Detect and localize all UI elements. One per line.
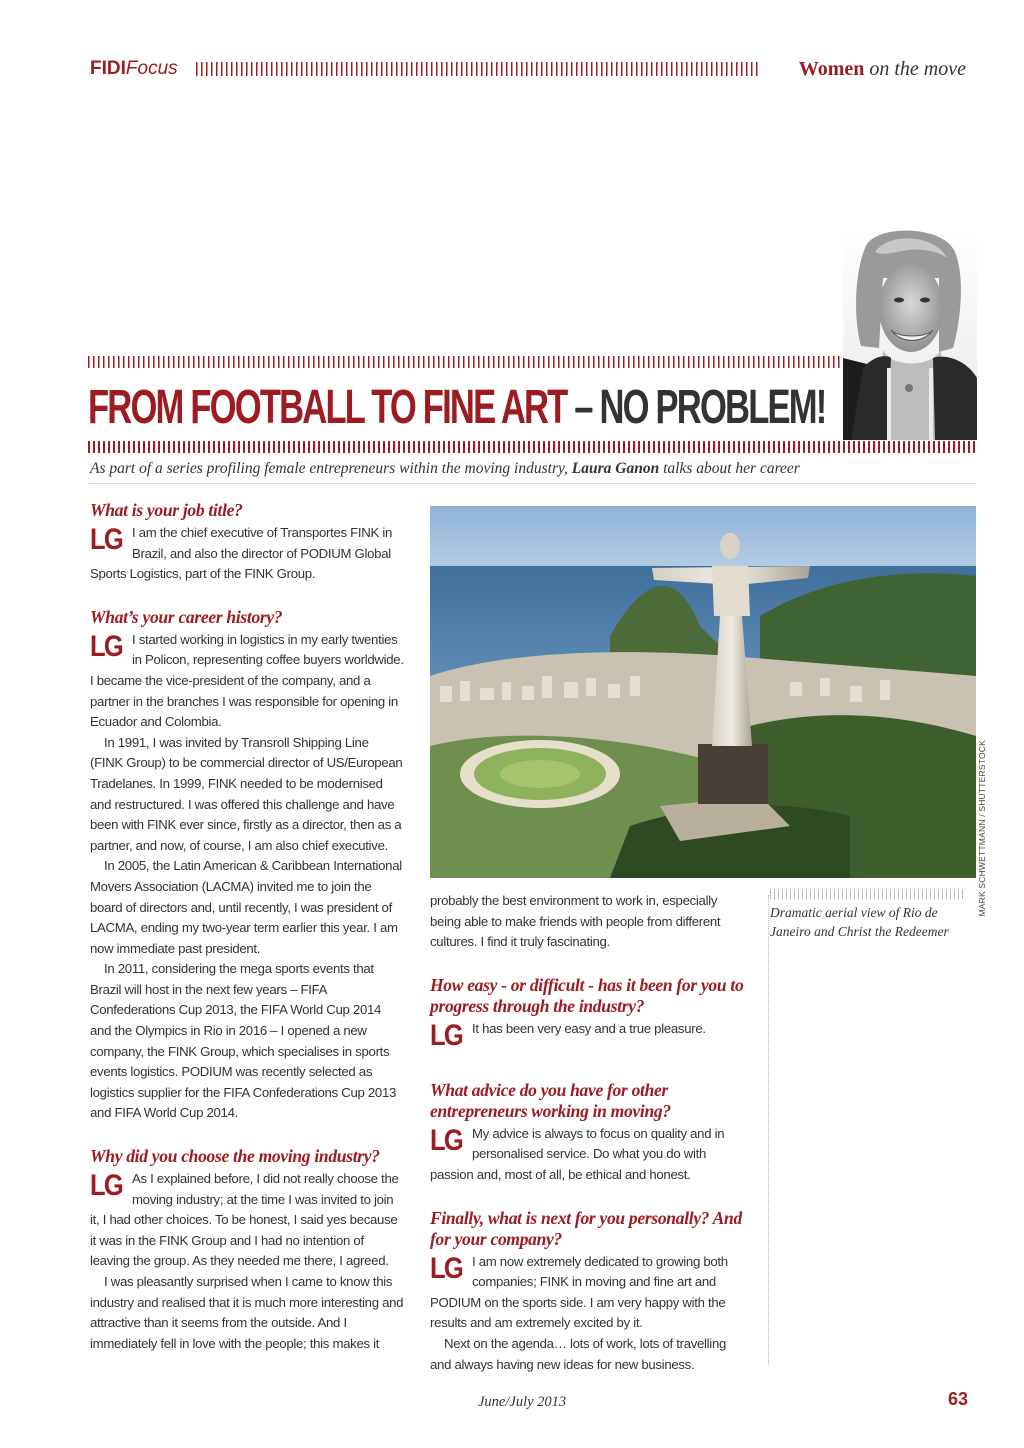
answer-paragraph: I started working in logistics in my early twenties in Policon, representing coffee buyers worldwide. I became the vice-president of the company, and a partner in the branches I was responsible for opening in Ecuador and Colombia. [90,631,404,730]
author-portrait [843,228,977,440]
issue-date: June/July 2013 [478,1394,567,1410]
answer-paragraph: I am the chief executive of Transportes FINK in Brazil, and also the director of PODIUM Global Sports Logistics, part of the FINK Group. [90,525,393,582]
standfirst-divider [90,483,976,484]
standfirst [90,460,800,478]
section-italic: on the move [869,58,966,80]
answer-paragraph: In 1991, I was invited by Transroll Shipping Line (FINK Group) to be commercial director of US/European Tradelanes. In 1999, FINK needed to be modernised and restructured. I was offered this challenge and have been with FINK ever since, firstly as a director, then as a partner, and now, of course, I am also chief executive. [90,734,403,853]
brand-bold: FIDI [90,58,126,79]
initials-drop-cap: LG [430,1018,463,1052]
question: What advice do you have for other entrepreneurs working in moving? [430,1079,671,1121]
initials-drop-cap: LG [430,1251,463,1285]
qa-block [430,975,748,1058]
qa-continuation [430,891,748,953]
standfirst-text: As part of a series profiling female entrepreneurs within the moving industry, [90,460,572,477]
title-top-rule [88,356,840,368]
caption-divider [768,895,769,1365]
question: What’s your career history? [90,606,283,627]
question: Finally, what is next for you personally? And for your company? [430,1207,742,1249]
initials-drop-cap: LG [90,523,123,556]
question: How easy - or difficult - has it been for you to progress through the industry? [430,974,744,1016]
answer-paragraph: It has been very easy and a true pleasure. [472,1020,706,1036]
answer-paragraph: In 2011, considering the mega sports events that Brazil will host in the next few years – FIFA Confederations Cup 2013, the FIFA World Cup 2014 and the Olympics in Rio in 2016 – I opened a new company, the FINK Group, which specialises in sports events logistics. PODIUM was recently selected as logistics supplier for the FIFA Confederations Cup 2013 and FIFA World Cup 2014. [90,961,397,1121]
caption-rule [770,889,966,899]
answer-paragraph: As I explained before, I did not really choose the moving industry; at the time I was invited to join it, I had other choices. To be honest, I said yes because it was in the FINK Group and I had no intention of leaving the group. As they needed me there, I agreed. [90,1171,399,1269]
qa-block [90,1146,404,1354]
question: What is your job title? [90,500,243,520]
rio-aerial-photo [430,506,976,878]
title-bottom-rule [88,441,977,453]
initials-drop-cap: LG [90,1169,123,1203]
question: Why did you choose the moving industry? [90,1146,380,1167]
answer-paragraph: Next on the agenda… lots of work, lots of travelling and always having new ideas for new business. [430,1335,727,1372]
photo-caption: Dramatic aerial view of Rio de Janeiro and Christ the Redeemer [770,905,949,939]
header-tick-rule [196,62,758,76]
standfirst-text-end: talks about her career [659,460,800,477]
qa-block [430,1080,748,1186]
answer-paragraph: In 2005, the Latin American & Caribbean International Movers Association (LACMA) invited me to join the board of directors and, until recently, I was president of LACMA, ending my two-year term earlier this year. I am now immediate past president. [90,858,402,956]
answer-paragraph: I was pleasantly surprised when I came to know this industry and realised that it is much more interesting and attractive than it seems from the outside. And I immediately fell in love with the people; this makes it [90,1274,404,1351]
column-left [90,500,404,1376]
section-title [799,58,966,81]
qa-block [430,1208,748,1376]
title-red: FROM FOOTBALL TO FINE ART [88,381,567,434]
magazine-brand [90,58,178,80]
answer-paragraph: I am now extremely dedicated to growing both companies; FINK in moving and fine art and PODIUM on the sports side. I am very happy with the results and am extremely excited by it. [430,1253,728,1331]
title-dark: – NO PROBLEM! [566,381,826,434]
qa-block [90,607,404,1124]
answer-paragraph: probably the best environment to work in, especially being able to make friends with people from different cultures. I find it truly fascinating. [430,893,721,950]
photo-credit: MARK SCHWETTMANN / SHUTTERSTOCK [977,740,987,917]
section-bold: Women [798,58,865,80]
page-number: 63 [948,1389,969,1409]
qa-block [90,500,404,585]
brand-italic: Focus [125,58,178,79]
article-title [88,378,825,438]
answer-paragraph: My advice is always to focus on quality and in personalised service. Do what you do with passion and, most of all, be ethical and honest. [430,1125,725,1182]
author-name: Laura Ganon [571,460,660,477]
initials-drop-cap: LG [90,629,123,663]
initials-drop-cap: LG [430,1123,463,1157]
column-middle [430,891,748,1397]
